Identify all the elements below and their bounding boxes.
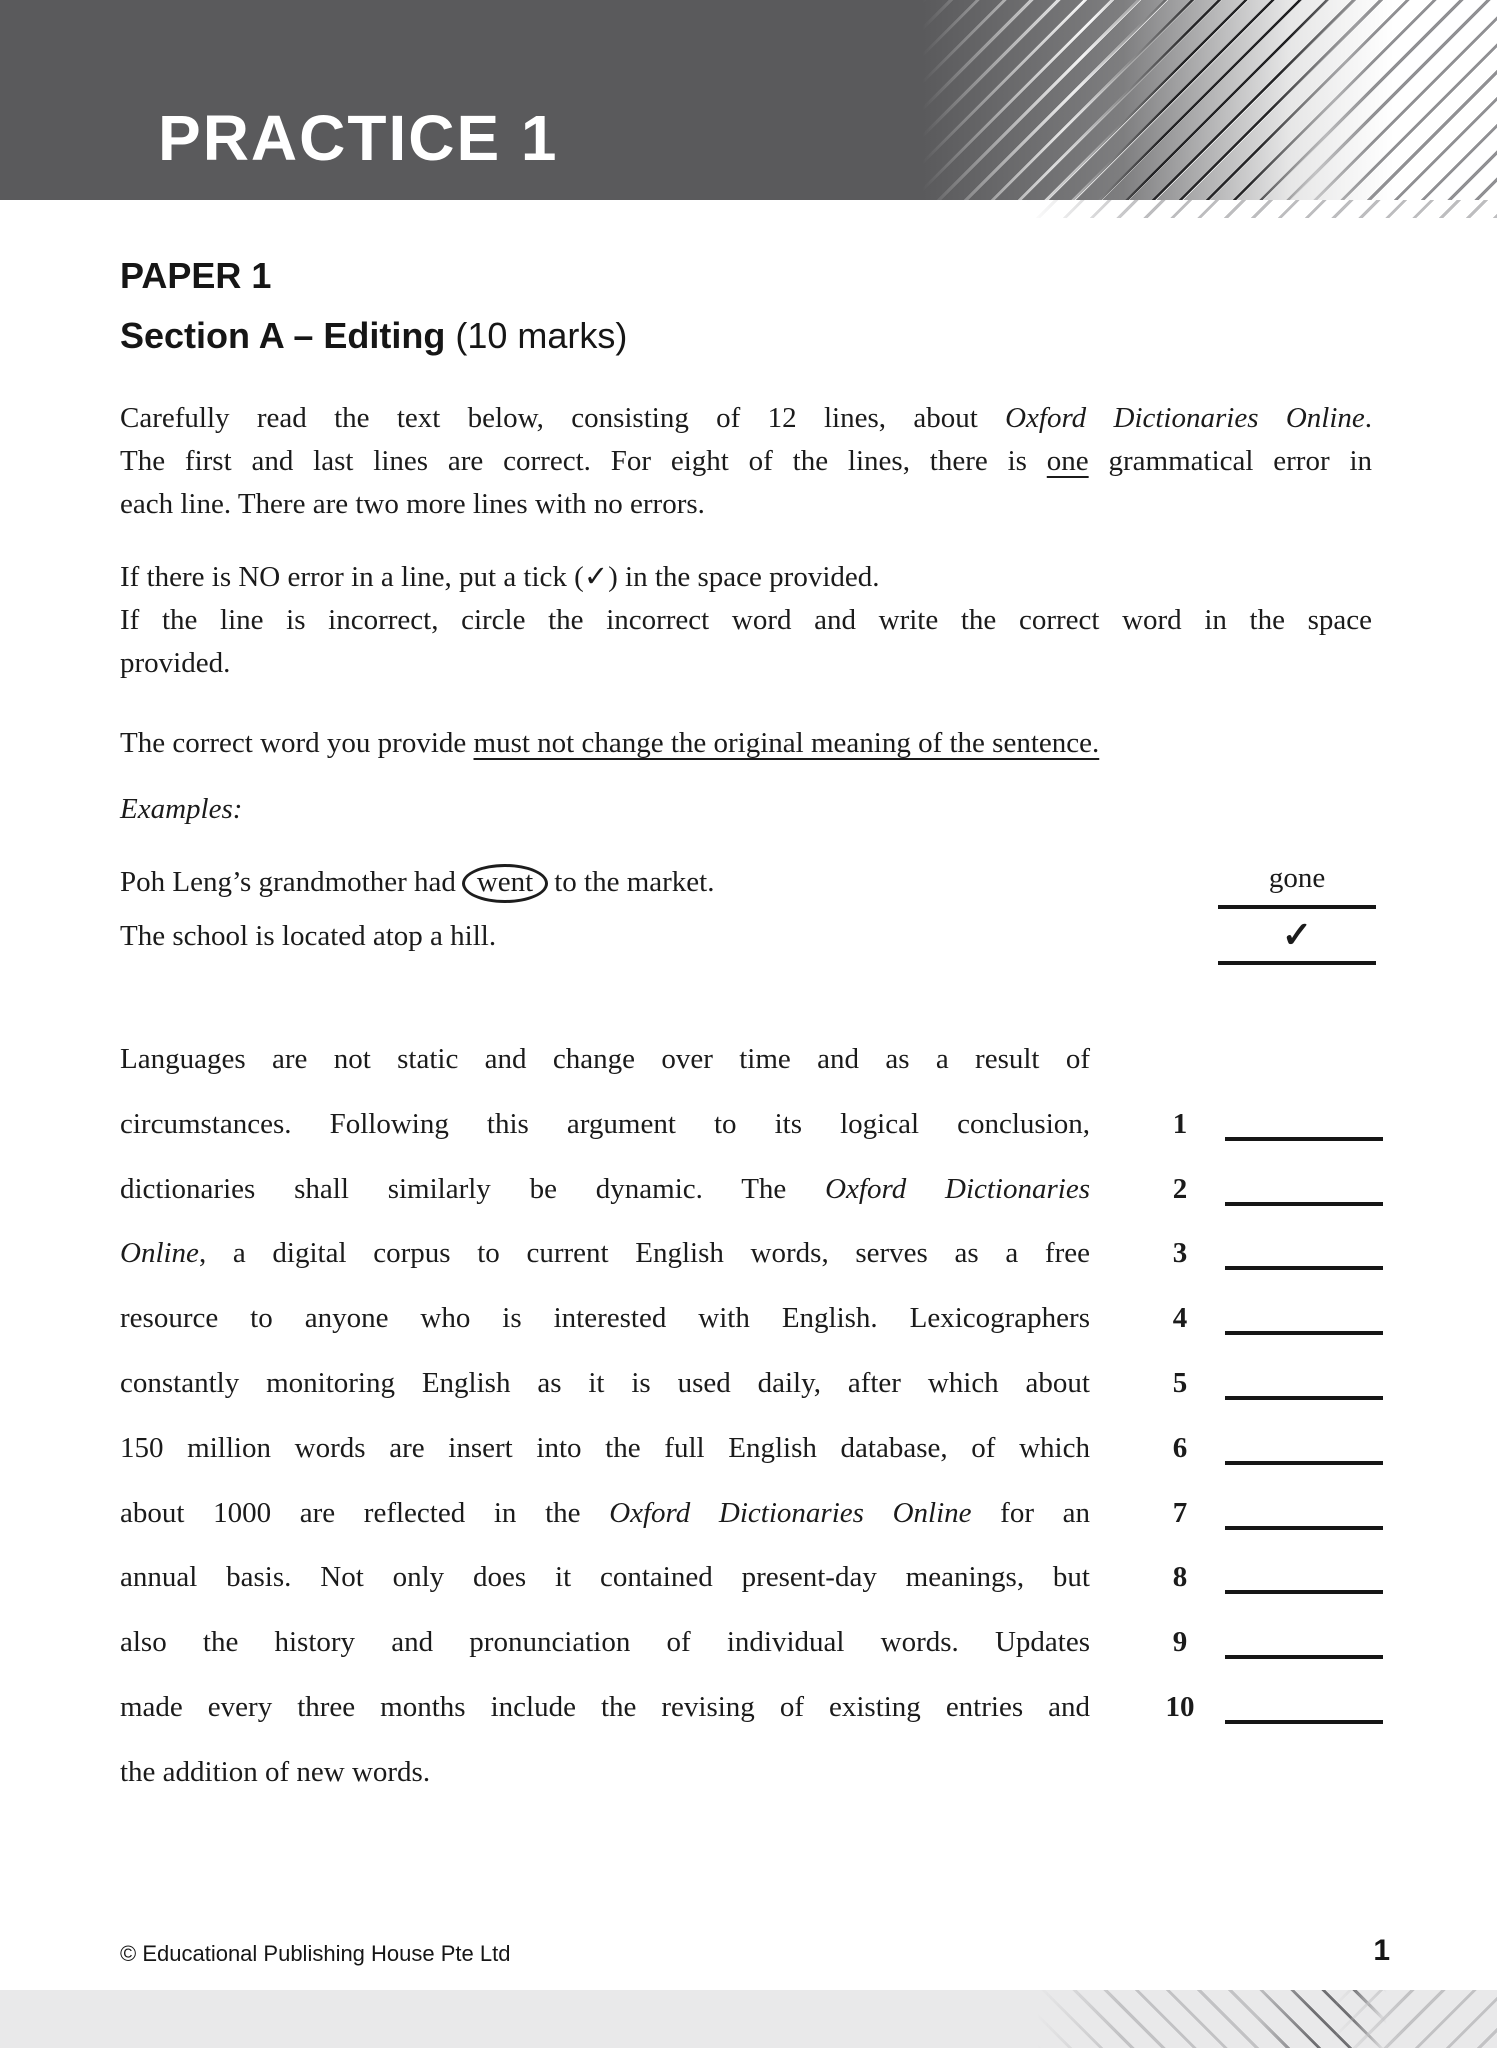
footer-band	[0, 1990, 1497, 2048]
passage-line-row	[120, 1298, 1390, 1342]
answer-blank-line-4	[1225, 1331, 1383, 1335]
passage-italic-segment: Oxford Dictionaries	[825, 1172, 1090, 1205]
passage-text-segment: for an	[971, 1496, 1091, 1529]
passage-text-segment: 150 million words are insert into the full English database, of which	[120, 1431, 1090, 1464]
intro-text: Carefully read the text below, consisting of 12 lines, about	[120, 402, 1006, 434]
intro-text: The first and last lines are correct. For eight of the lines, there is	[120, 445, 1047, 477]
passage-text-segment: made every three months include the revising of existing entries and	[120, 1691, 1090, 1723]
intro-paragraph-3	[120, 722, 1372, 765]
intro-paragraph-1	[120, 397, 1372, 526]
intro-p1-line3: each line. There are two more lines with no errors.	[120, 488, 705, 520]
note-underlined-phrase: must not change the original meaning of the sentence.	[473, 727, 1100, 759]
note-line	[120, 722, 1372, 765]
passage-text-segment: , a digital corpus to current English words, serves as a free	[198, 1237, 1090, 1270]
section-marks: (10 marks)	[455, 315, 628, 356]
section-name: Section A – Editing	[120, 315, 446, 356]
note-text: The correct word you provide	[120, 727, 474, 759]
line-number-2: 2	[1172, 1172, 1188, 1205]
passage-line-row	[120, 1493, 1390, 1537]
answer-blank-line-1	[1225, 1137, 1383, 1141]
circle-instruction-continuation: provided.	[120, 647, 231, 679]
paper-title: PAPER 1	[120, 255, 272, 296]
intro-p1-line1	[120, 397, 1372, 440]
footer-diagonal-stripes-decoration	[1037, 1990, 1497, 2048]
passage-line-row	[120, 1363, 1390, 1407]
line-number-6: 6	[1172, 1431, 1188, 1464]
intro-underlined-word: one	[1046, 445, 1089, 477]
answer-blank-line-3	[1225, 1266, 1383, 1270]
example-answer-tick: ✓	[1281, 915, 1313, 955]
answer-blank-line-10	[1225, 1720, 1383, 1724]
intro-paragraph-2	[120, 556, 1372, 685]
passage-text-segment: the addition of new words.	[120, 1755, 431, 1788]
circle-instruction-line: If the line is incorrect, circle the incorrect word and write the correct word in the space	[120, 604, 1372, 636]
answer-blank-line-5	[1225, 1396, 1383, 1400]
passage-text-segment: about 1000 are reflected in the	[120, 1496, 610, 1529]
intro-text: .	[1364, 402, 1372, 434]
answer-blank-line-6	[1225, 1461, 1383, 1465]
passage-line-text	[120, 1752, 1090, 1792]
line-number-5: 5	[1172, 1367, 1188, 1399]
line-number-7: 7	[1172, 1496, 1188, 1529]
intro-p1-line2	[120, 440, 1372, 483]
passage-line-row	[120, 1752, 1390, 1796]
passage-line-text	[120, 1104, 1090, 1144]
passage-line-text	[120, 1298, 1090, 1338]
example-text: Poh Leng’s grandmother had	[120, 866, 456, 898]
passage-line-text	[120, 1622, 1090, 1662]
examples-label: Examples:	[120, 793, 243, 825]
tick-instruction-line: If there is NO error in a line, put a tick (✓) in the space provided.	[120, 561, 880, 593]
passage-italic-segment: Online	[120, 1237, 199, 1270]
passage-text-segment: circumstances. Following this argument to its logical conclusion,	[120, 1107, 1090, 1140]
header-diagonal-stripes-decoration	[922, 0, 1497, 200]
example-text: to the market.	[554, 866, 715, 898]
passage-line-row	[120, 1039, 1390, 1083]
footer-copyright: © Educational Publishing House Pte Ltd	[120, 1941, 511, 1966]
passage-line-row	[120, 1557, 1390, 1601]
passage-line-text	[120, 1169, 1090, 1209]
passage-text-segment: dictionaries shall similarly be dynamic. The	[120, 1172, 826, 1205]
passage-line-text	[120, 1039, 1090, 1079]
header-stripes-tail	[1027, 200, 1497, 218]
intro-text: grammatical error in	[1088, 445, 1373, 477]
line-number-1: 1	[1172, 1107, 1188, 1140]
passage-italic-segment: Oxford Dictionaries Online	[609, 1496, 972, 1529]
answer-blank-line-7	[1225, 1526, 1383, 1530]
passage-line-text	[120, 1428, 1090, 1468]
passage-text-segment: resource to anyone who is interested with English. Lexicographers	[120, 1302, 1090, 1335]
answer-blank-line-9	[1225, 1655, 1383, 1659]
line-number-10: 10	[1165, 1691, 1195, 1723]
answer-blank-line-2	[1225, 1202, 1383, 1206]
passage-line-row	[120, 1687, 1390, 1731]
page-number: 1	[1373, 1934, 1390, 1967]
passage-line-text	[120, 1233, 1090, 1273]
stripe-dark-layer	[922, 0, 1497, 200]
line-number-3: 3	[1172, 1237, 1188, 1270]
passage-text-segment: Languages are not static and change over time and as a result of	[120, 1043, 1090, 1075]
intro-italic-title: Oxford Dictionaries Online	[1005, 402, 1365, 434]
passage-text-segment: also the history and pronunciation of individual words. Updates	[120, 1626, 1090, 1659]
example-answer-line-2	[1218, 961, 1376, 965]
line-number-8: 8	[1172, 1561, 1188, 1594]
answer-blank-line-8	[1225, 1590, 1383, 1594]
line-number-4: 4	[1172, 1302, 1188, 1335]
passage-line-row	[120, 1169, 1390, 1213]
passage-line-row	[120, 1104, 1390, 1148]
footer-stripe-right-layer	[1037, 1990, 1497, 2048]
practice-title: PRACTICE 1	[158, 102, 559, 174]
passage-text-segment: annual basis. Not only does it contained present-day meanings, but	[120, 1561, 1090, 1594]
circled-word: went	[462, 864, 548, 903]
line-number-9: 9	[1172, 1626, 1188, 1659]
passage-line-row	[120, 1622, 1390, 1666]
passage-text-segment: constantly monitoring English as it is used daily, after which about	[120, 1367, 1090, 1399]
section-title	[120, 316, 627, 356]
example-answer-gone: gone	[1268, 862, 1326, 894]
example-sentence-2: The school is located atop a hill.	[120, 920, 497, 952]
example-answer-line-1	[1218, 905, 1376, 909]
passage-line-text	[120, 1687, 1090, 1727]
passage-line-text	[120, 1363, 1090, 1403]
passage-line-row	[120, 1428, 1390, 1472]
passage-line-text	[120, 1557, 1090, 1597]
passage-line-text	[120, 1493, 1090, 1533]
passage-line-row	[120, 1233, 1390, 1277]
example-sentence-1	[120, 864, 715, 903]
editing-passage	[120, 1039, 1390, 1829]
